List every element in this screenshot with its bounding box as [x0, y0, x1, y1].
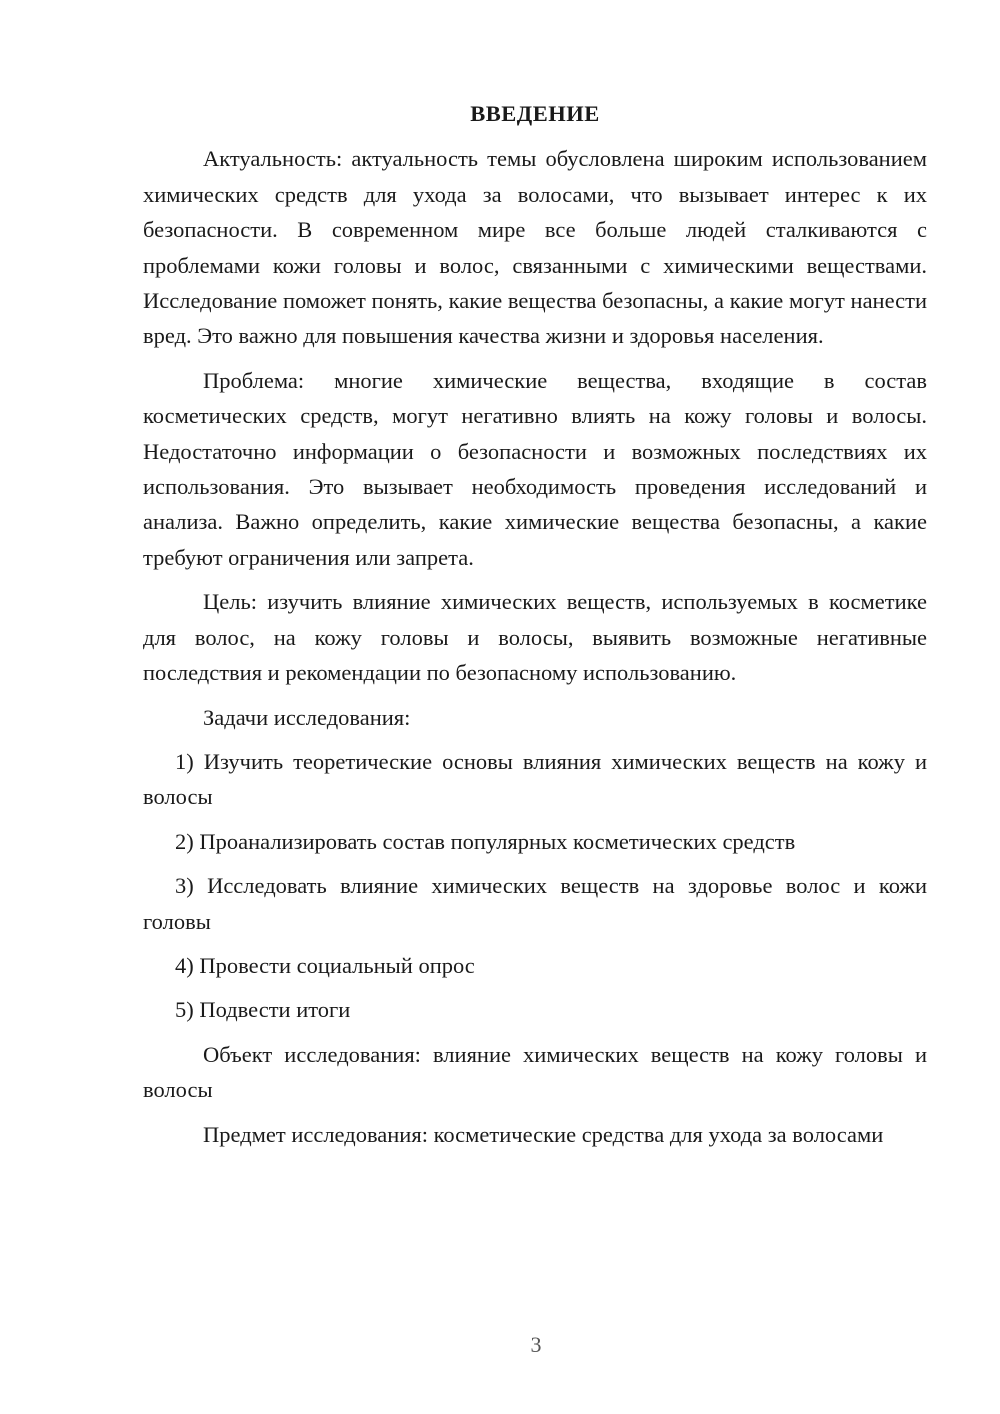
goal-paragraph: Цель: изучить влияние химических веществ, используемых в косметике для волос, на кожу головы и волосы, выявить возможные негативные последствия и рекомендации по безопасному использованию. — [143, 589, 927, 686]
object-paragraph: Объект исследования: влияние химических веществ на кожу головы и волосы — [143, 1041, 927, 1103]
tasks-heading: Задачи исследования: — [203, 704, 411, 730]
problem-paragraph: Проблема: многие химические вещества, входящие в состав косметических средств, могут негативно влиять на кожу головы и волосы. Недостаточно информации о безопасности и возможных последствиях их использования. Это вызывает необходимость проведения исследований и анализа. Важно определить, какие химические вещества безопасны, а какие требуют ограничения или запрета. — [143, 367, 927, 570]
relevance-paragraph: Актуальность: актуальность темы обусловлена широким использованием химических средств для ухода за волосами, что вызывает интерес к их безопасности. В современном мире все больше людей сталкиваются с проблемами кожи головы и волос, связанными с химическими веществами. Исследование поможет понять, какие вещества безопасны, а какие могут нанести вред. Это важно для повышения качества жизни и здоровья населения. — [143, 146, 927, 349]
task-item-3: 3) Исследовать влияние химических веществ на здоровье волос и кожи головы — [143, 873, 927, 934]
task-item-2: 2) Проанализировать состав популярных косметических средств — [175, 828, 796, 854]
page-content — [143, 96, 927, 1161]
task-item-5: 5) Подвести итоги — [175, 997, 351, 1023]
section-title: ВВЕДЕНИЕ — [470, 101, 600, 126]
subject-paragraph: Предмет исследования: косметические средства для ухода за волосами — [203, 1121, 884, 1147]
task-item-4: 4) Провести социальный опрос — [175, 952, 475, 978]
task-item-1: 1) Изучить теоретические основы влияния химических веществ на кожу и волосы — [143, 748, 927, 810]
page-number: 3 — [530, 1332, 542, 1357]
